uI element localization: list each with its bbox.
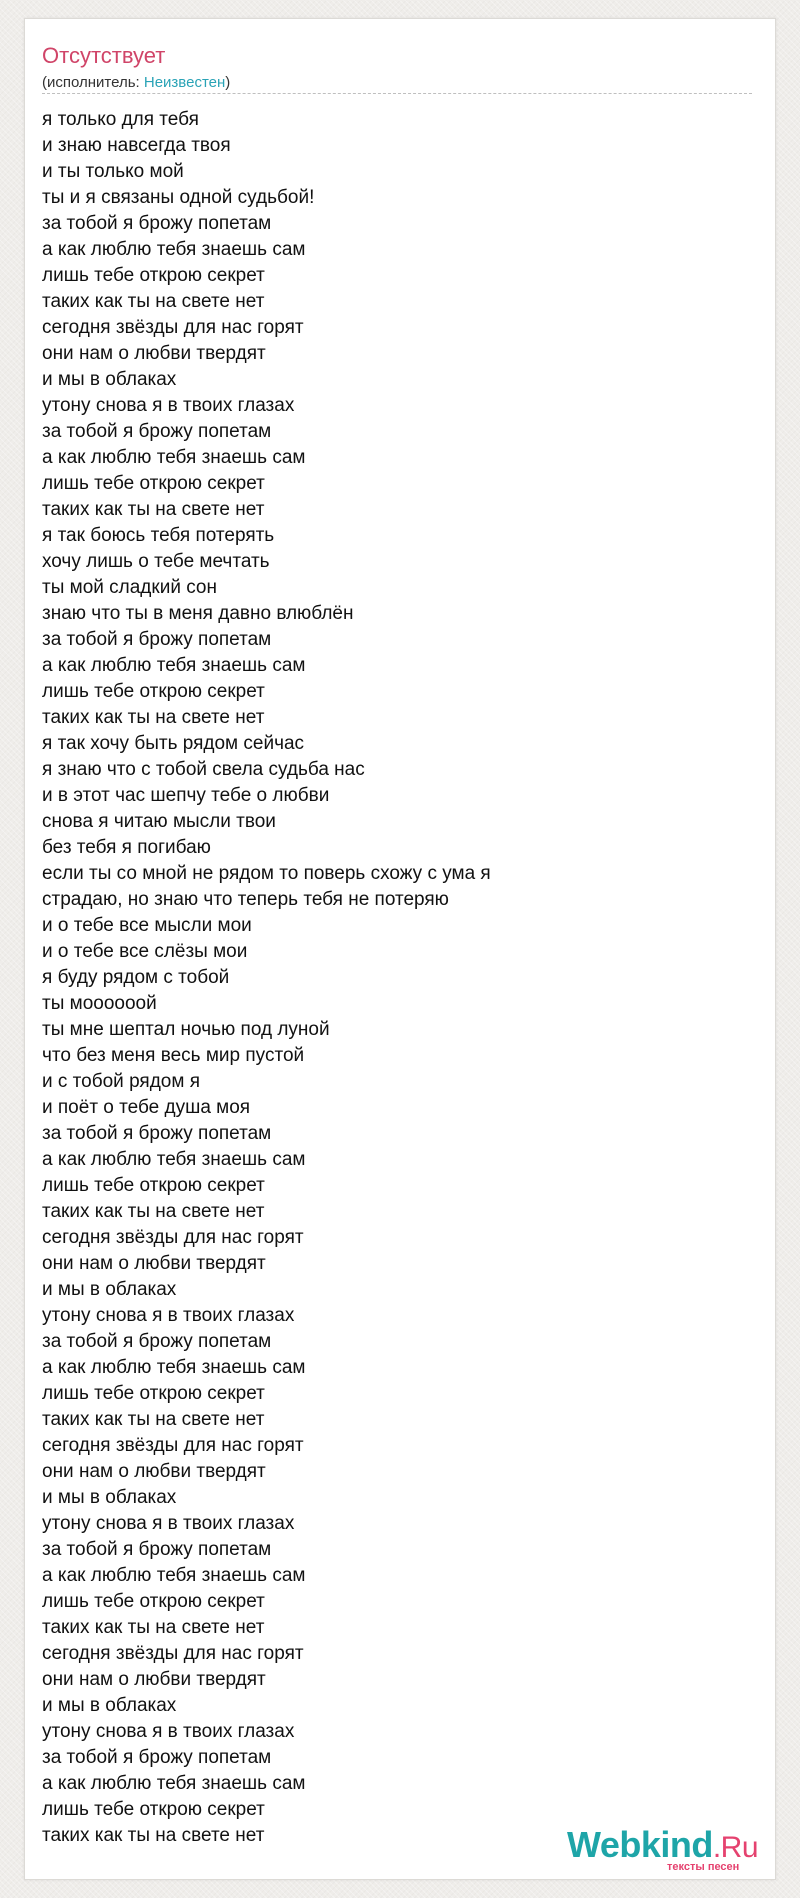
lyric-line: сегодня звёзды для нас горят (42, 1435, 304, 1456)
lyric-line: и знаю навсегда твоя (42, 135, 231, 156)
lyric-line: а как люблю тебя знаешь сам (42, 1565, 306, 1586)
lyric-line: я буду рядом с тобой (42, 967, 230, 988)
lyric-line: а как люблю тебя знаешь сам (42, 655, 306, 676)
lyric-line: что без меня весь мир пустой (42, 1045, 305, 1066)
lyric-line: и о тебе все слёзы мои (42, 941, 248, 962)
lyric-line: они нам о любви твердят (42, 1461, 266, 1482)
lyric-line: а как люблю тебя знаешь сам (42, 1773, 306, 1794)
lyric-line: они нам о любви твердят (42, 1669, 266, 1690)
lyric-line: а как люблю тебя знаешь сам (42, 447, 306, 468)
lyrics-list (42, 107, 742, 1849)
lyric-line: снова я читаю мысли твои (42, 811, 276, 832)
lyric-line: я только для тебя (42, 109, 199, 130)
lyric-line: лишь тебе открою секрет (42, 1383, 265, 1404)
lyric-line: страдаю, но знаю что теперь тебя не потеряю (42, 889, 449, 910)
artist-line (42, 74, 230, 92)
lyric-line: утону снова я в твоих глазах (42, 1721, 295, 1742)
lyric-line: за тобой я брожу попетам (42, 213, 272, 234)
lyric-line: ты моооооой (42, 993, 157, 1014)
lyric-line: они нам о любви твердят (42, 343, 266, 364)
artist-suffix: ) (225, 74, 231, 91)
lyric-line: ты мне шептал ночью под луной (42, 1019, 330, 1040)
artist-prefix: (исполнитель: (42, 74, 144, 91)
site-logo[interactable] (567, 1824, 759, 1873)
lyric-line: утону снова я в твоих глазах (42, 1305, 295, 1326)
lyric-line: ты и я связаны одной судьбой! (42, 187, 315, 208)
lyric-line: и с тобой рядом я (42, 1071, 200, 1092)
lyric-line: я знаю что с тобой свела судьба нас (42, 759, 365, 780)
lyric-line: таких как ты на свете нет (42, 1617, 265, 1638)
lyrics-card (24, 18, 776, 1880)
lyric-line: таких как ты на свете нет (42, 1825, 265, 1846)
song-title: Отсутствует (42, 43, 166, 68)
lyric-line: я так хочу быть рядом сейчас (42, 733, 305, 754)
lyric-line: если ты со мной не рядом то поверь схожу с ума я (42, 863, 491, 884)
lyric-line: таких как ты на свете нет (42, 1409, 265, 1430)
lyric-line: утону снова я в твоих глазах (42, 1513, 295, 1534)
lyric-line: и мы в облаках (42, 1279, 177, 1300)
lyric-line: за тобой я брожу попетам (42, 1747, 272, 1768)
lyric-line: и мы в облаках (42, 1695, 177, 1716)
lyric-line: и ты только мой (42, 161, 184, 182)
lyric-line: а как люблю тебя знаешь сам (42, 239, 306, 260)
lyric-line: и мы в облаках (42, 369, 177, 390)
lyric-line: лишь тебе открою секрет (42, 1175, 265, 1196)
lyric-line: за тобой я брожу попетам (42, 1331, 272, 1352)
lyric-line: ты мой сладкий сон (42, 577, 217, 598)
lyric-line: и мы в облаках (42, 1487, 177, 1508)
lyric-line: знаю что ты в меня давно влюблён (42, 603, 354, 624)
lyric-line: таких как ты на свете нет (42, 707, 265, 728)
lyric-line: за тобой я брожу попетам (42, 629, 272, 650)
lyric-line: за тобой я брожу попетам (42, 421, 272, 442)
lyric-line: сегодня звёзды для нас горят (42, 1643, 304, 1664)
lyric-line: без тебя я погибаю (42, 837, 211, 858)
logo-tagline: тексты песен (667, 1861, 740, 1873)
lyric-line: лишь тебе открою секрет (42, 473, 265, 494)
lyric-line: и поёт о тебе душа моя (42, 1097, 251, 1118)
logo-tld: .Ru (712, 1831, 759, 1864)
lyric-line: за тобой я брожу попетам (42, 1123, 272, 1144)
lyric-line: утону снова я в твоих глазах (42, 395, 295, 416)
lyric-line: и в этот час шепчу тебе о любви (42, 785, 330, 806)
lyric-line: хочу лишь о тебе мечтать (42, 551, 270, 572)
lyric-line: таких как ты на свете нет (42, 1201, 265, 1222)
logo-name: Webkind (567, 1824, 713, 1865)
lyric-line: лишь тебе открою секрет (42, 265, 265, 286)
lyric-line: они нам о любви твердят (42, 1253, 266, 1274)
lyric-line: лишь тебе открою секрет (42, 1799, 265, 1820)
lyric-line: лишь тебе открою секрет (42, 1591, 265, 1612)
lyric-line: лишь тебе открою секрет (42, 681, 265, 702)
lyric-line: сегодня звёзды для нас горят (42, 1227, 304, 1248)
artist-link[interactable]: Неизвестен (143, 74, 226, 91)
lyric-line: а как люблю тебя знаешь сам (42, 1149, 306, 1170)
lyric-line: за тобой я брожу попетам (42, 1539, 272, 1560)
lyric-line: таких как ты на свете нет (42, 499, 265, 520)
lyric-line: и о тебе все мысли мои (42, 915, 252, 936)
lyric-line: таких как ты на свете нет (42, 291, 265, 312)
lyric-line: я так боюсь тебя потерять (42, 525, 275, 546)
lyric-line: сегодня звёзды для нас горят (42, 317, 304, 338)
divider (42, 93, 752, 94)
lyric-line: а как люблю тебя знаешь сам (42, 1357, 306, 1378)
